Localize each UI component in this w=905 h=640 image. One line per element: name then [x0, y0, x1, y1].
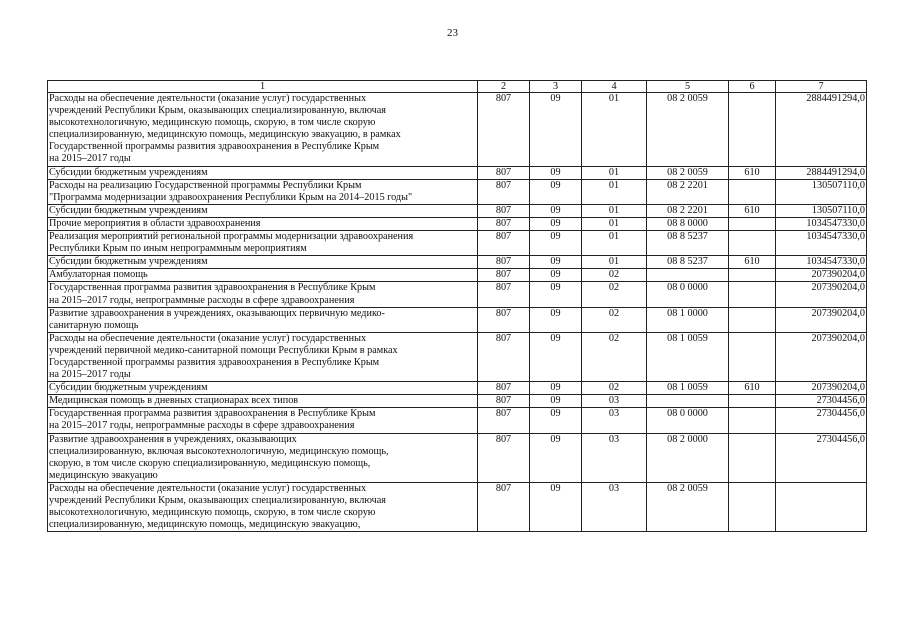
subsection-code-cell: 01: [582, 166, 647, 179]
grbs-code-cell: 807: [478, 256, 530, 269]
section-code-cell: 09: [530, 482, 582, 531]
target-article-cell: 08 1 0059: [647, 382, 729, 395]
expense-type-cell: [729, 482, 776, 531]
budget-table: [47, 80, 867, 532]
row-name-cell: Амбулаторная помощь: [48, 269, 478, 282]
table-row: [48, 93, 867, 167]
target-article-cell: 08 0 0000: [647, 282, 729, 307]
amount-cell: [776, 482, 867, 531]
section-code-cell: 09: [530, 269, 582, 282]
grbs-code-cell: 807: [478, 179, 530, 204]
expense-type-cell: 610: [729, 166, 776, 179]
grbs-code-cell: 807: [478, 93, 530, 167]
table-row: [48, 395, 867, 408]
expense-type-cell: 610: [729, 382, 776, 395]
row-name-cell: Субсидии бюджетным учреждениям: [48, 166, 478, 179]
amount-cell: 2884491294,0: [776, 166, 867, 179]
header-cell: 7: [776, 81, 867, 93]
table-row: [48, 307, 867, 332]
section-code-cell: 09: [530, 395, 582, 408]
subsection-code-cell: 01: [582, 256, 647, 269]
target-article-cell: 08 2 0059: [647, 93, 729, 167]
subsection-code-cell: 01: [582, 204, 647, 217]
row-name-cell: Развитие здравоохранения в учреждениях, оказывающих первичную медико- санитарную помощь: [48, 307, 478, 332]
amount-cell: 207390204,0: [776, 269, 867, 282]
table-row: [48, 433, 867, 482]
expense-type-cell: [729, 217, 776, 230]
row-name-cell: Расходы на обеспечение деятельности (оказание услуг) государственных учреждений Республики Крым, оказывающих специализированную, включая высокотехнологичную, медицинскую помощь, скорую, в том числе скорую специализированную, медицинскую помощь, медицинскую эвакуацию,: [48, 482, 478, 531]
target-article-cell: 08 2 0000: [647, 433, 729, 482]
amount-cell: 207390204,0: [776, 332, 867, 381]
subsection-code-cell: 03: [582, 433, 647, 482]
amount-cell: 27304456,0: [776, 395, 867, 408]
grbs-code-cell: 807: [478, 482, 530, 531]
expense-type-cell: [729, 408, 776, 433]
table-row: [48, 179, 867, 204]
grbs-code-cell: 807: [478, 395, 530, 408]
row-name-cell: Расходы на обеспечение деятельности (оказание услуг) государственных учреждений Республики Крым, оказывающих специализированную, включая высокотехнологичную, медицинскую помощь, скорую, в том числе скорую специализированную, медицинскую помощь, медицинскую эвакуацию, в рамках Государственной программы развития здравоохранения в Республике Крым на 2015–2017 годы: [48, 93, 478, 167]
grbs-code-cell: 807: [478, 307, 530, 332]
section-code-cell: 09: [530, 204, 582, 217]
table-row: [48, 282, 867, 307]
row-name-cell: Расходы на обеспечение деятельности (оказание услуг) государственных учреждений первичной медико-санитарной помощи Республики Крым в рамках Государственной программы развития здравоохранения в Республике Крым на 2015–2017 годы: [48, 332, 478, 381]
amount-cell: 1034547330,0: [776, 217, 867, 230]
amount-cell: 27304456,0: [776, 433, 867, 482]
section-code-cell: 09: [530, 408, 582, 433]
subsection-code-cell: 02: [582, 307, 647, 332]
table-row: [48, 256, 867, 269]
row-name-cell: Развитие здравоохранения в учреждениях, оказывающих специализированную, включая высокотехнологичную, медицинскую помощь, скорую, в том числе скорую специализированную, медицинскую помощь, медицинскую эвакуацию: [48, 433, 478, 482]
section-code-cell: 09: [530, 166, 582, 179]
table-row: [48, 231, 867, 256]
row-name-cell: Субсидии бюджетным учреждениям: [48, 256, 478, 269]
amount-cell: 207390204,0: [776, 307, 867, 332]
section-code-cell: 09: [530, 332, 582, 381]
row-name-cell: Прочие мероприятия в области здравоохранения: [48, 217, 478, 230]
table-row: [48, 204, 867, 217]
header-cell: 3: [530, 81, 582, 93]
expense-type-cell: [729, 231, 776, 256]
section-code-cell: 09: [530, 93, 582, 167]
header-row: [48, 81, 867, 93]
target-article-cell: 08 8 0000: [647, 217, 729, 230]
grbs-code-cell: 807: [478, 166, 530, 179]
expense-type-cell: [729, 282, 776, 307]
amount-cell: 130507110,0: [776, 179, 867, 204]
expense-type-cell: [729, 93, 776, 167]
amount-cell: 130507110,0: [776, 204, 867, 217]
expense-type-cell: [729, 269, 776, 282]
row-name-cell: Расходы на реализацию Государственной программы Республики Крым "Программа модернизации здравоохранения Республики Крым на 2014–2015 годы": [48, 179, 478, 204]
grbs-code-cell: 807: [478, 332, 530, 381]
row-name-cell: Государственная программа развития здравоохранения в Республике Крым на 2015–2017 годы, непрограммные расходы в сфере здравоохранения: [48, 408, 478, 433]
expense-type-cell: 610: [729, 256, 776, 269]
target-article-cell: [647, 395, 729, 408]
header-cell: 6: [729, 81, 776, 93]
section-code-cell: 09: [530, 179, 582, 204]
header-cell: 2: [478, 81, 530, 93]
subsection-code-cell: 02: [582, 269, 647, 282]
grbs-code-cell: 807: [478, 408, 530, 433]
grbs-code-cell: 807: [478, 282, 530, 307]
row-name-cell: Государственная программа развития здравоохранения в Республике Крым на 2015–2017 годы, непрограммные расходы в сфере здравоохранения: [48, 282, 478, 307]
table-row: [48, 382, 867, 395]
table-row: [48, 482, 867, 531]
expense-type-cell: [729, 433, 776, 482]
amount-cell: 1034547330,0: [776, 256, 867, 269]
row-name-cell: Реализация мероприятий региональной программы модернизации здравоохранения Республики Крым по иным непрограммным мероприятиям: [48, 231, 478, 256]
header-cell: 4: [582, 81, 647, 93]
subsection-code-cell: 02: [582, 282, 647, 307]
target-article-cell: 08 8 5237: [647, 231, 729, 256]
amount-cell: 27304456,0: [776, 408, 867, 433]
target-article-cell: 08 2 2201: [647, 204, 729, 217]
grbs-code-cell: 807: [478, 217, 530, 230]
section-code-cell: 09: [530, 282, 582, 307]
target-article-cell: 08 2 0059: [647, 482, 729, 531]
expense-type-cell: 610: [729, 204, 776, 217]
page-number: 23: [447, 27, 458, 39]
section-code-cell: 09: [530, 217, 582, 230]
grbs-code-cell: 807: [478, 433, 530, 482]
row-name-cell: Субсидии бюджетным учреждениям: [48, 382, 478, 395]
table-row: [48, 217, 867, 230]
row-name-cell: Субсидии бюджетным учреждениям: [48, 204, 478, 217]
section-code-cell: 09: [530, 382, 582, 395]
amount-cell: 2884491294,0: [776, 93, 867, 167]
section-code-cell: 09: [530, 307, 582, 332]
target-article-cell: 08 0 0000: [647, 408, 729, 433]
subsection-code-cell: 02: [582, 332, 647, 381]
header-cell: 5: [647, 81, 729, 93]
table-row: [48, 269, 867, 282]
amount-cell: 1034547330,0: [776, 231, 867, 256]
table-row: [48, 408, 867, 433]
target-article-cell: 08 8 5237: [647, 256, 729, 269]
row-name-cell: Медицинская помощь в дневных стационарах всех типов: [48, 395, 478, 408]
amount-cell: 207390204,0: [776, 382, 867, 395]
grbs-code-cell: 807: [478, 269, 530, 282]
amount-cell: 207390204,0: [776, 282, 867, 307]
target-article-cell: 08 2 0059: [647, 166, 729, 179]
section-code-cell: 09: [530, 231, 582, 256]
header-cell: 1: [48, 81, 478, 93]
subsection-code-cell: 03: [582, 395, 647, 408]
target-article-cell: [647, 269, 729, 282]
table-row: [48, 332, 867, 381]
grbs-code-cell: 807: [478, 204, 530, 217]
expense-type-cell: [729, 395, 776, 408]
target-article-cell: 08 2 2201: [647, 179, 729, 204]
subsection-code-cell: 02: [582, 382, 647, 395]
expense-type-cell: [729, 307, 776, 332]
target-article-cell: 08 1 0059: [647, 332, 729, 381]
grbs-code-cell: 807: [478, 231, 530, 256]
grbs-code-cell: 807: [478, 382, 530, 395]
subsection-code-cell: 01: [582, 179, 647, 204]
section-code-cell: 09: [530, 433, 582, 482]
expense-type-cell: [729, 179, 776, 204]
subsection-code-cell: 01: [582, 93, 647, 167]
section-code-cell: 09: [530, 256, 582, 269]
subsection-code-cell: 01: [582, 231, 647, 256]
subsection-code-cell: 03: [582, 408, 647, 433]
table-row: [48, 166, 867, 179]
subsection-code-cell: 03: [582, 482, 647, 531]
expense-type-cell: [729, 332, 776, 381]
target-article-cell: 08 1 0000: [647, 307, 729, 332]
subsection-code-cell: 01: [582, 217, 647, 230]
